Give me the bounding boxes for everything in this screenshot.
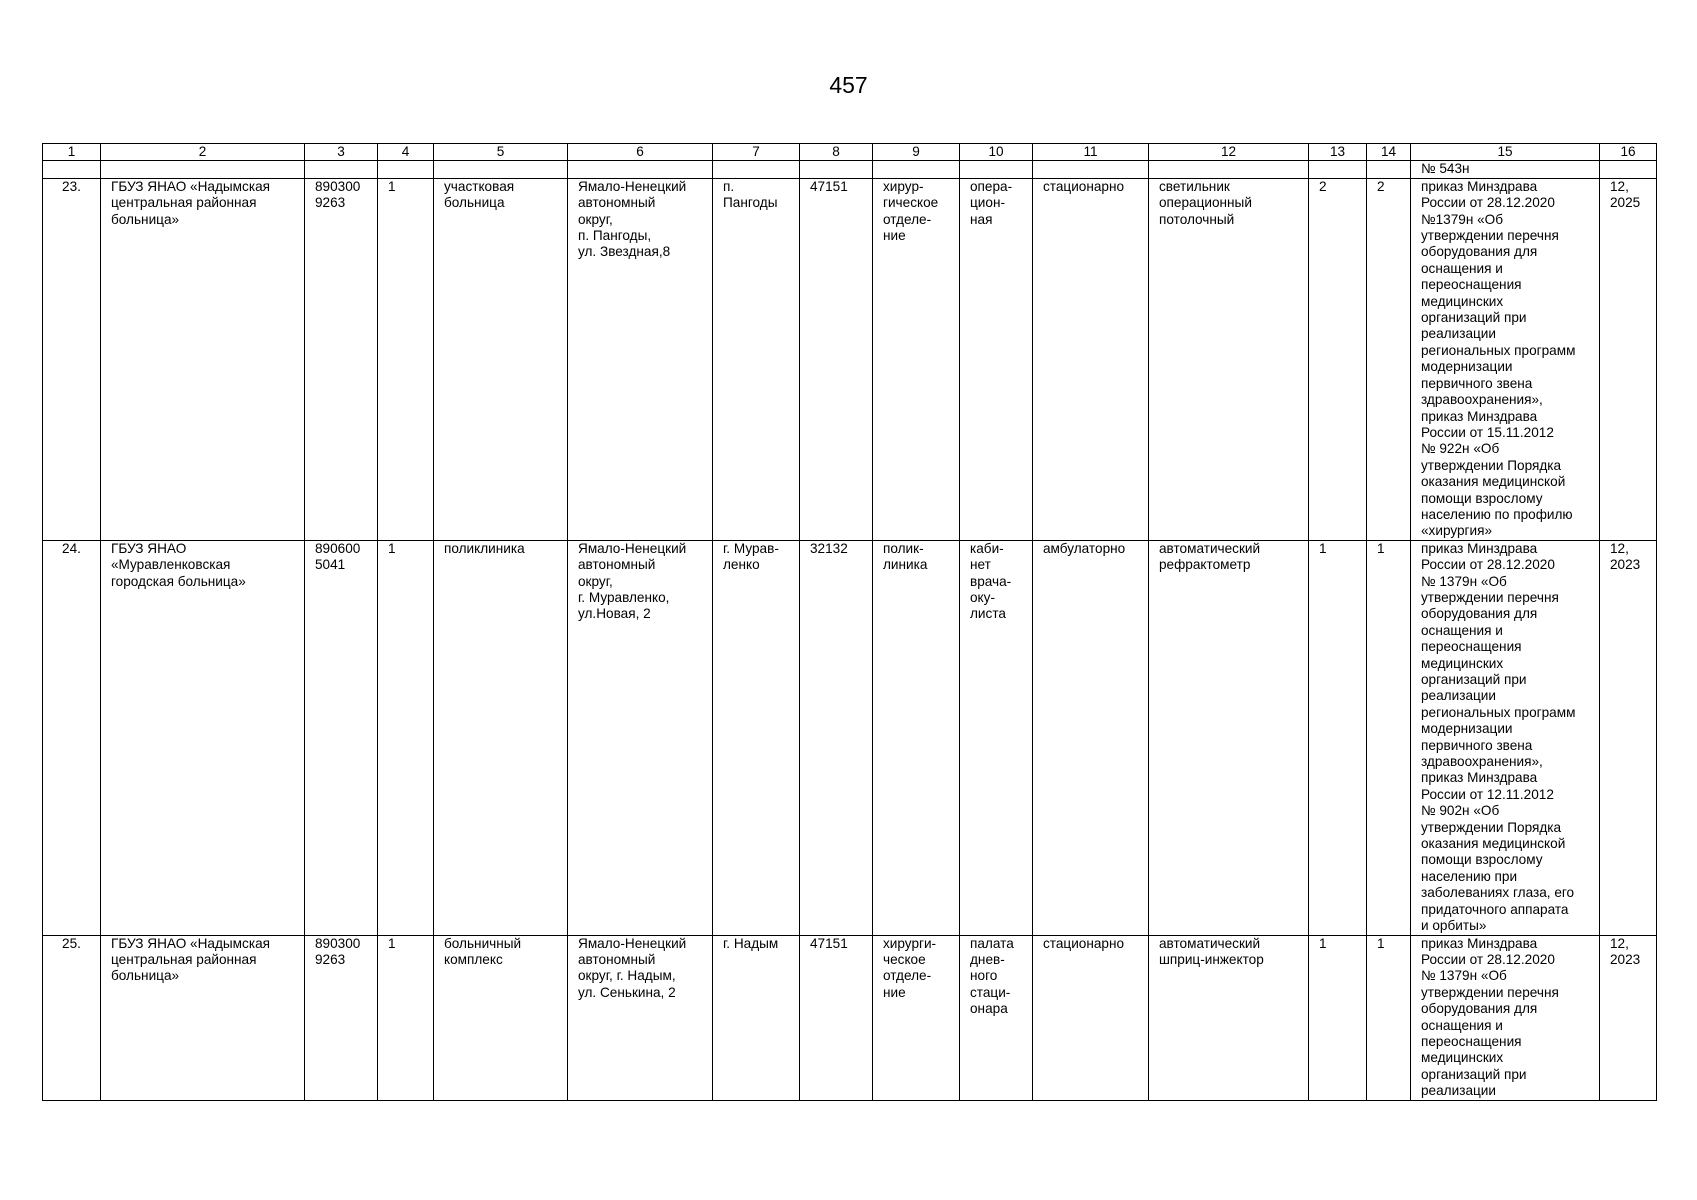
regulation-cell: приказ Минздрава России от 28.12.2020 №1379н «Об утверждении перечня оборудования для оснащения и переоснащения медицинских организаций при реализации региональных программ модернизации первичного звена здравоохранения», приказ Минздрава России от 15.11.2012 № 922н «Об утверждении Порядка оказания медицинской помощи взрослому населению по профилю «хирургия» [1411, 178, 1600, 540]
oktmo-cell: 32132 [800, 540, 873, 935]
organization-name: ГБУЗ ЯНАО «Надымская центральная районная больница» [101, 178, 305, 540]
organization-name: ГБУЗ ЯНАО «Надымская центральная районная больница» [101, 935, 305, 1100]
table-cell [1033, 161, 1149, 178]
equipment-cell: автоматический шприц-инжектор [1149, 935, 1309, 1100]
continuation-row [43, 161, 1657, 178]
quantity-cell: 1 [1367, 935, 1411, 1100]
column-number: 6 [568, 144, 713, 161]
table-cell [1600, 161, 1657, 178]
column-number: 4 [378, 144, 434, 161]
date-cell: 12, 2025 [1600, 178, 1657, 540]
quantity-cell: 1 [1367, 540, 1411, 935]
table-body [43, 144, 1657, 1101]
care-mode-cell: амбулаторно [1033, 540, 1149, 935]
table-cell [873, 161, 960, 178]
inn-cell: 890300 9263 [305, 935, 378, 1100]
column-number: 8 [800, 144, 873, 161]
facility-type: поликлиника [434, 540, 568, 935]
inn-cell: 890300 9263 [305, 178, 378, 540]
column-number-row [43, 144, 1657, 161]
table-cell [960, 161, 1033, 178]
address-cell: Ямало-Ненецкий автономный округ, п. Пангоды, ул. Звездная,8 [568, 178, 713, 540]
row-number: 23. [43, 178, 101, 540]
equipment-cell: светильник операционный потолочный [1149, 178, 1309, 540]
table-cell [434, 161, 568, 178]
table-cell [800, 161, 873, 178]
table-cell [1367, 161, 1411, 178]
column-number: 5 [434, 144, 568, 161]
column-number: 14 [1367, 144, 1411, 161]
table-cell: 1 [378, 178, 434, 540]
facility-type: участковая больница [434, 178, 568, 540]
row-number: 24. [43, 540, 101, 935]
oktmo-cell: 47151 [800, 935, 873, 1100]
organization-name: ГБУЗ ЯНАО «Муравленковская городская больница» [101, 540, 305, 935]
table-cell [43, 161, 101, 178]
table-row [43, 540, 1657, 935]
table-cell [1149, 161, 1309, 178]
table-row [43, 178, 1657, 540]
table-cell [378, 161, 434, 178]
settlement-cell: г. Мурав- ленко [713, 540, 800, 935]
facility-type: больничный комплекс [434, 935, 568, 1100]
settlement-cell: п. Пангоды [713, 178, 800, 540]
table-cell [305, 161, 378, 178]
column-number: 16 [1600, 144, 1657, 161]
table-cell [1309, 161, 1367, 178]
address-cell: Ямало-Ненецкий автономный округ, г. Надым, ул. Сенькина, 2 [568, 935, 713, 1100]
quantity-cell: 2 [1309, 178, 1367, 540]
column-number: 12 [1149, 144, 1309, 161]
quantity-cell: 2 [1367, 178, 1411, 540]
column-number: 13 [1309, 144, 1367, 161]
table-cell: № 543н [1411, 161, 1600, 178]
equipment-table [42, 143, 1657, 1101]
table-cell [713, 161, 800, 178]
column-number: 3 [305, 144, 378, 161]
date-cell: 12, 2023 [1600, 540, 1657, 935]
table-cell: 1 [378, 540, 434, 935]
row-number: 25. [43, 935, 101, 1100]
settlement-cell: г. Надым [713, 935, 800, 1100]
column-number: 7 [713, 144, 800, 161]
column-number: 10 [960, 144, 1033, 161]
care-mode-cell: стационарно [1033, 178, 1149, 540]
quantity-cell: 1 [1309, 540, 1367, 935]
column-number: 2 [101, 144, 305, 161]
oktmo-cell: 47151 [800, 178, 873, 540]
table-cell: 1 [378, 935, 434, 1100]
column-number: 15 [1411, 144, 1600, 161]
room-cell: палата днев- ного стаци- онара [960, 935, 1033, 1100]
regulation-cell: приказ Минздрава России от 28.12.2020 № 1379н «Об утверждении перечня оборудования для оснащения и переоснащения медицинских организаций при реализации [1411, 935, 1600, 1100]
room-cell: каби- нет врача- оку- листа [960, 540, 1033, 935]
regulation-cell: приказ Минздрава России от 28.12.2020 № 1379н «Об утверждении перечня оборудования для оснащения и переоснащения медицинских организаций при реализации региональных программ модернизации первичного звена здравоохранения», приказ Минздрава России от 12.11.2012 № 902н «Об утверждении Порядка оказания медицинской помощи взрослому населению при заболеваниях глаза, его придаточного аппарата и орбиты» [1411, 540, 1600, 935]
care-mode-cell: стационарно [1033, 935, 1149, 1100]
date-cell: 12, 2023 [1600, 935, 1657, 1100]
column-number: 9 [873, 144, 960, 161]
column-number: 1 [43, 144, 101, 161]
department-cell: хирурги- ческое отделе- ние [873, 935, 960, 1100]
quantity-cell: 1 [1309, 935, 1367, 1100]
table-cell [101, 161, 305, 178]
department-cell: полик- линика [873, 540, 960, 935]
room-cell: опера- цион- ная [960, 178, 1033, 540]
address-cell: Ямало-Ненецкий автономный округ, г. Муравленко, ул.Новая, 2 [568, 540, 713, 935]
table-row [43, 935, 1657, 1100]
page-number: 457 [829, 72, 868, 98]
department-cell: хирур- гическое отделе- ние [873, 178, 960, 540]
column-number: 11 [1033, 144, 1149, 161]
table-cell [568, 161, 713, 178]
inn-cell: 890600 5041 [305, 540, 378, 935]
equipment-cell: автоматический рефрактометр [1149, 540, 1309, 935]
